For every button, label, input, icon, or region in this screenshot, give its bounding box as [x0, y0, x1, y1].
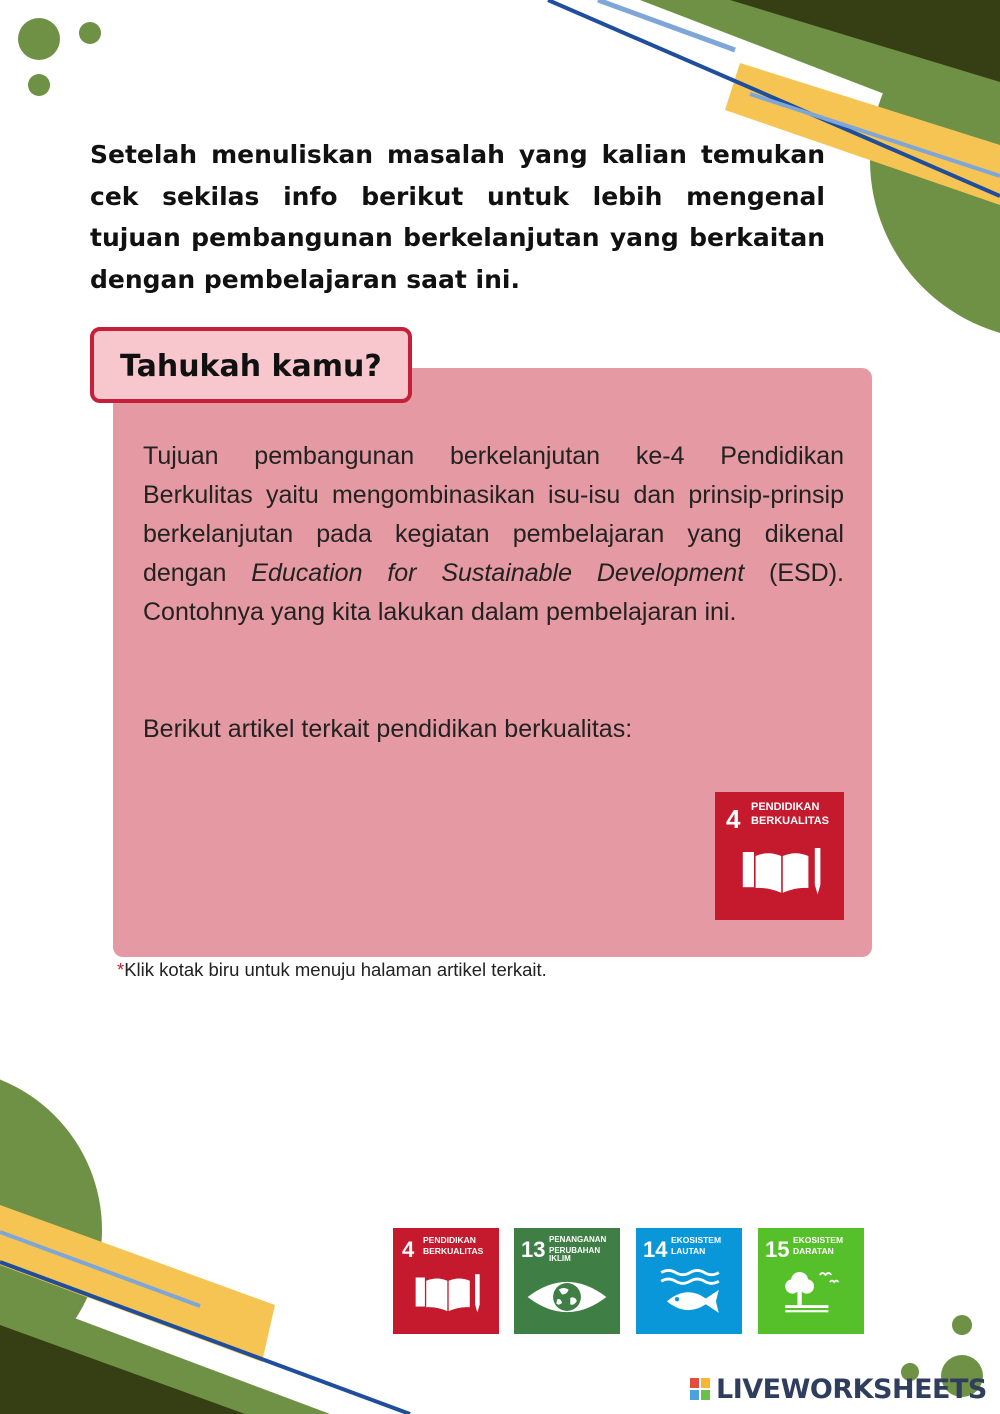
decor-dot	[79, 22, 101, 44]
fish-waves-icon	[654, 1266, 726, 1318]
sdg-label-line: PENDIDIKAN	[423, 1235, 476, 1245]
sdg-label-line: EKOSISTEM	[793, 1235, 844, 1245]
brand-text: LIVEWORKSHEETS	[716, 1374, 987, 1405]
sdg-tile-4	[393, 1228, 499, 1334]
sdg-tile-15	[758, 1228, 864, 1334]
article-link-sdg4[interactable]	[715, 792, 844, 920]
book-pencil-icon	[415, 1274, 481, 1314]
earth-eye-icon	[526, 1276, 608, 1318]
tree-birds-icon	[778, 1264, 850, 1316]
sdg-number: 14	[643, 1237, 668, 1262]
liveworksheets-brand	[690, 1372, 990, 1406]
body-text-part: Tujuan pembangunan berkelanjutan ke-4 Pendidikan Berkulitas yaitu mengombinasikan isu-isu dan prinsip-prinsip berkelanjutan pada kegiatan pembelajaran yang dikenal dengan	[143, 442, 844, 587]
body-text-part: (ESD). Contohnya yang kita lakukan dalam pembelajaran ini.	[143, 559, 845, 626]
footnote	[117, 959, 547, 981]
sdg-number: 4	[402, 1237, 415, 1262]
body-text-italic: Education for Sustainable Development	[251, 559, 745, 587]
sdg-number: 15	[765, 1237, 790, 1262]
sdg-tile-13	[514, 1228, 620, 1334]
decor-dot	[952, 1315, 972, 1335]
sdg-label-line: BERKUALITAS	[751, 815, 830, 827]
intro-paragraph: Setelah menuliskan masalah yang kalian temukan cek sekilas info berikut untuk lebih mengenal tujuan pembangunan berkelanjutan yang berkaitan dengan pembelajaran saat ini.	[90, 140, 825, 294]
sdg-label-line: PENANGANAN	[549, 1235, 607, 1244]
liveworksheets-logo-icon	[690, 1378, 710, 1400]
sdg-label-line: PERUBAHAN IKLIM	[549, 1246, 601, 1264]
article-intro-text: Berikut artikel terkait pendidikan berkualitas:	[143, 715, 633, 743]
info-box-title-tab	[90, 327, 412, 403]
sdg-tile-14	[636, 1228, 742, 1334]
sdg-label-line: BERKUALITAS	[423, 1246, 484, 1256]
sdg-number: 4	[726, 804, 741, 834]
sdg-number: 13	[521, 1237, 546, 1262]
footnote-text: Klik kotak biru untuk menuju halaman artikel terkait.	[124, 959, 547, 980]
info-body-text	[143, 437, 844, 632]
sdg-label-line: EKOSISTEM	[671, 1235, 722, 1245]
sdg-label-line: DARATAN	[793, 1246, 834, 1256]
info-box-title: Tahukah kamu?	[120, 349, 382, 384]
book-pencil-icon	[741, 848, 823, 896]
footnote-asterisk: *	[117, 959, 125, 980]
decor-dot	[18, 18, 60, 60]
sdg-label-line: PENDIDIKAN	[751, 801, 820, 813]
decor-dot	[28, 74, 50, 96]
sdg-label-line: LAUTAN	[671, 1246, 706, 1256]
